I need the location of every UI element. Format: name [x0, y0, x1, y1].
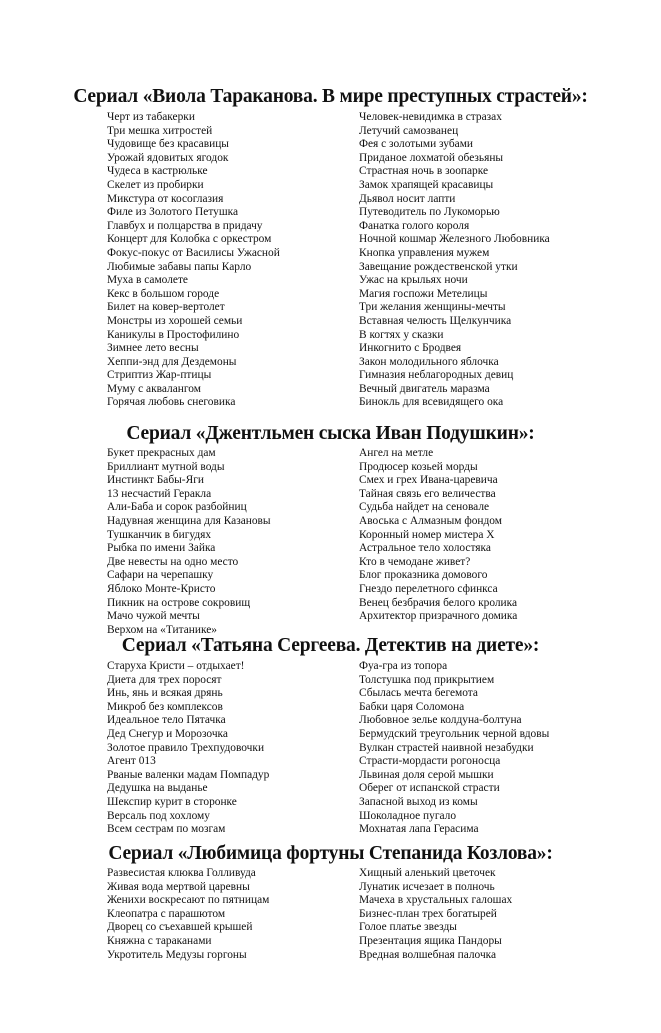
book-title: Золотое правило Трехпудовочки — [107, 741, 265, 754]
book-title: Запасной выход из комы — [359, 795, 478, 808]
book-title: Муха в самолете — [107, 274, 188, 287]
book-title: Женихи воскресают по пятницам — [107, 894, 270, 907]
series-sergeeva-right-column — [359, 660, 549, 837]
book-title: Бермудский треугольник черной вдовы — [359, 727, 550, 740]
book-title: Мачеха в хрустальных галошах — [359, 894, 513, 907]
book-title: Версаль под хохлому — [107, 809, 210, 822]
book-title: Зимнее лето весны — [107, 342, 199, 355]
book-title: Вставная челюсть Щелкунчика — [359, 314, 512, 327]
book-title: Ночной кошмар Железного Любовника — [359, 233, 550, 246]
book-title: Развесистая клюква Голливуда — [107, 867, 256, 879]
series-title-sergeeva: Сериал «Татьяна Сергеева. Детектив на диете»: — [121, 635, 540, 656]
book-title: Приданое лохматой обезьяны — [359, 151, 504, 164]
book-title: Лунатик исчезает в полночь — [359, 880, 495, 893]
book-title: Верхом на «Титанике» — [107, 623, 217, 636]
book-title: Три желания женщины-мечты — [359, 301, 506, 314]
book-title: Любовное зелье колдуна-болтуна — [359, 714, 522, 727]
book-title: Путеводитель по Лукоморью — [359, 206, 500, 219]
series-kozlova-left-column — [107, 867, 269, 962]
book-title: Кнопка управления мужем — [359, 246, 490, 259]
book-title: Венец безбрачия белого кролика — [359, 596, 518, 609]
book-title: Ангел на метле — [359, 447, 434, 459]
series-viola-left-column — [107, 111, 280, 410]
book-title: Голое платье звезды — [359, 921, 457, 934]
series-podushkin-left-column — [107, 447, 271, 637]
book-title: Букет прекрасных дам — [107, 447, 216, 459]
book-title: Архитектор призрачного домика — [359, 610, 518, 623]
book-title: Оберег от испанской страсти — [359, 782, 500, 795]
book-title: Диета для трех поросят — [107, 673, 222, 686]
series-title-kozlova: Сериал «Любимица фортуны Степанида Козлова»: — [108, 843, 553, 864]
book-title: Закон молодильного яблочка — [359, 355, 499, 368]
book-title: Блог проказника домового — [359, 569, 488, 582]
book-title: Али-Баба и сорок разбойниц — [107, 501, 247, 514]
book-title: Ужас на крыльях ночи — [359, 274, 468, 287]
book-title: Хеппи-энд для Дездемоны — [107, 355, 237, 368]
book-title: Авоська с Алмазным фондом — [359, 514, 502, 527]
book-title: Замок храпящей красавицы — [359, 178, 494, 191]
book-title: Пикник на острове сокровищ — [107, 596, 251, 609]
book-title: Бабки царя Соломона — [359, 700, 465, 713]
book-title: Дед Снегур и Морозочка — [107, 727, 228, 740]
book-title: Стриптиз Жар-птицы — [107, 369, 212, 382]
book-title: Сафари на черепашку — [107, 569, 214, 582]
book-title: Яблоко Монте-Кристо — [107, 582, 216, 595]
book-title: Фанатка голого короля — [359, 219, 470, 232]
book-title: Идеальное тело Пятачка — [107, 714, 226, 727]
book-title: Магия госпожи Метелицы — [359, 287, 488, 300]
book-title: Черт из табакерки — [107, 111, 195, 123]
book-title: Презентация ящика Пандоры — [359, 934, 502, 947]
book-title: Бинокль для всевидящего ока — [359, 396, 504, 409]
book-title: Чудовище без красавицы — [107, 138, 229, 151]
book-title: Коронный номер мистера Х — [359, 528, 495, 541]
book-title: В когтях у сказки — [359, 328, 444, 341]
book-title: Инстинкт Бабы-Яги — [107, 474, 204, 487]
book-title: Чудеса в кастрюльке — [107, 165, 208, 178]
book-title: Урожай ядовитых ягодок — [107, 151, 229, 164]
book-title: Горячая любовь снеговика — [107, 396, 236, 409]
book-title: Инь, янь и всякая дрянь — [107, 687, 223, 700]
book-title: Старуха Кристи – отдыхает! — [107, 660, 245, 672]
book-title: Бизнес-план трех богатырей — [359, 907, 497, 920]
book-title: Микстура от косоглазия — [107, 192, 224, 205]
book-title: Каникулы в Простофилино — [107, 328, 240, 341]
book-title: Микроб без комплексов — [107, 700, 223, 713]
series-kozlova-right-column — [359, 867, 512, 962]
book-title: Инкогнито с Бродвея — [359, 342, 462, 355]
book-title: Вредная волшебная палочка — [359, 948, 497, 961]
book-title: Три мешка хитростей — [107, 124, 213, 137]
book-title: Гимназия неблагородных девиц — [359, 369, 514, 382]
book-title: Дьявол носит лапти — [359, 192, 456, 205]
book-title: Всем сестрам по мозгам — [107, 823, 226, 836]
book-title: Тайная связь его величества — [359, 487, 496, 500]
book-title: Вечный двигатель маразма — [359, 382, 490, 395]
book-title: Две невесты на одно место — [107, 555, 239, 568]
book-title: Тушканчик в бигудях — [107, 528, 212, 541]
book-title: Дедушка на выданье — [107, 782, 208, 795]
book-title: 13 несчастий Геракла — [107, 487, 212, 500]
book-title: Человек-невидимка в стразах — [359, 111, 502, 123]
series-sergeeva-left-column — [107, 660, 269, 837]
book-title: Агент 013 — [107, 755, 156, 768]
book-title: Скелет из пробирки — [107, 178, 204, 191]
book-title: Страсти-мордасти рогоносца — [359, 755, 501, 768]
book-title: Фуа-гра из топора — [359, 660, 448, 672]
book-title: Продюсер козьей морды — [359, 460, 478, 473]
series-title-podushkin: Сериал «Джентльмен сыска Иван Подушкин»: — [126, 423, 535, 444]
book-title: Дворец со съехавшей крышей — [107, 921, 253, 934]
book-title: Концерт для Колобка с оркестром — [107, 233, 272, 246]
book-title: Гнездо перелетного сфинкса — [359, 582, 498, 595]
series-podushkin-right-column — [359, 447, 517, 624]
book-title: Любимые забавы папы Карло — [107, 260, 252, 273]
series-viola-right-column — [359, 111, 550, 410]
book-title: Кто в чемодане живет? — [359, 555, 471, 568]
book-title: Завещание рождественской утки — [359, 260, 518, 273]
book-title: Филе из Золотого Петушка — [107, 206, 239, 219]
book-title: Мачо чужой мечты — [107, 610, 200, 623]
series-title-viola: Сериал «Виола Тараканова. В мире преступных страстей»: — [73, 86, 588, 107]
book-title: Монстры из хорошей семьи — [107, 314, 243, 327]
book-title: Рыбка по имени Зайка — [107, 542, 216, 555]
book-title: Страстная ночь в зоопарке — [359, 165, 489, 178]
book-title: Княжна с тараканами — [107, 934, 212, 947]
book-title: Львиная доля серой мышки — [359, 768, 494, 781]
book-title: Астральное тело холостяка — [359, 542, 491, 555]
book-title: Бриллиант мутной воды — [107, 460, 225, 473]
book-title: Толстушка под прикрытием — [359, 673, 495, 686]
book-title: Вулкан страстей наивной незабудки — [359, 741, 534, 754]
book-title: Укротитель Медузы горгоны — [107, 948, 247, 961]
book-title: Главбух и полцарства в придачу — [107, 219, 263, 232]
book-title: Летучий самозванец — [359, 124, 459, 137]
book-title: Сбылась мечта бегемота — [359, 687, 478, 700]
book-title: Хищный аленький цветочек — [359, 867, 496, 879]
book-title: Билет на ковер-вертолет — [107, 301, 225, 314]
book-title: Фея с золотыми зубами — [359, 138, 473, 151]
book-title: Муму с аквалангом — [107, 382, 201, 395]
book-title: Клеопатра с парашютом — [107, 907, 226, 920]
book-title: Судьба найдет на сеновале — [359, 501, 490, 514]
book-title: Живая вода мертвой царевны — [107, 880, 250, 893]
book-title: Мохнатая лапа Герасима — [359, 823, 479, 836]
book-title: Смех и грех Ивана-царевича — [359, 474, 498, 487]
book-title: Рваные валенки мадам Помпадур — [107, 768, 270, 781]
book-title: Кекс в большом городе — [107, 287, 220, 300]
book-title: Шекспир курит в сторонке — [107, 795, 237, 808]
book-title: Фокус-покус от Василисы Ужасной — [107, 246, 280, 259]
book-title: Надувная женщина для Казановы — [107, 514, 271, 527]
book-title: Шоколадное пугало — [359, 809, 457, 822]
